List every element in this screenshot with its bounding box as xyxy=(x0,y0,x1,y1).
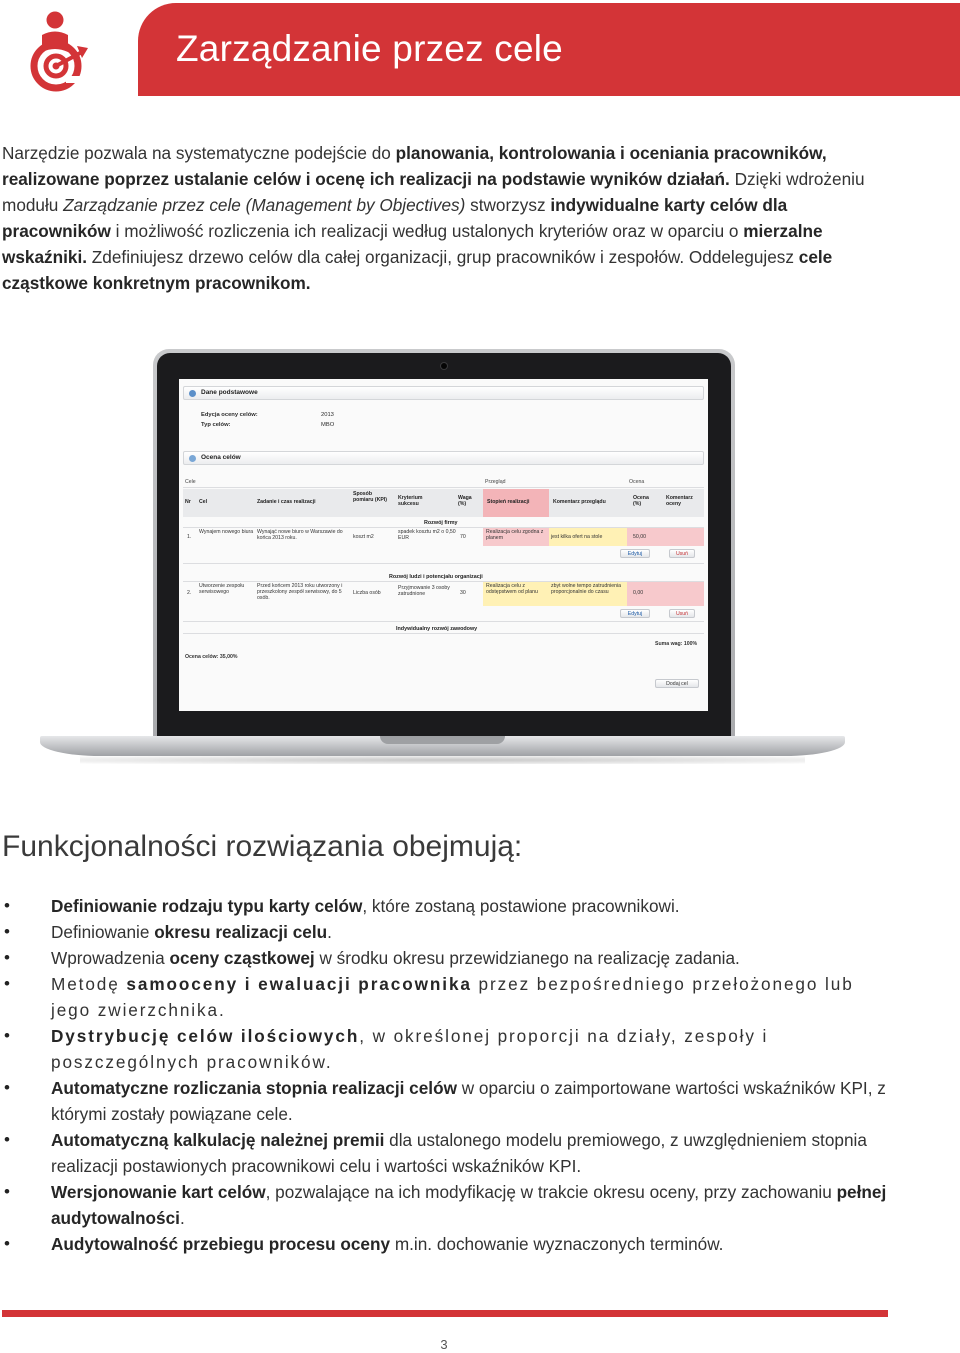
table-row-1-cel: Wynajem nowego biura xyxy=(199,529,254,535)
col-komentarz-oceny: Komentarz oceny xyxy=(666,495,693,507)
table-row-1-ocena: 50,00 xyxy=(633,534,646,540)
table-row-1-waga: 70 xyxy=(460,534,466,540)
table-row-1-kryterium: spadek kosztu m2 o 0,50 EUR xyxy=(398,529,456,541)
table-row-2-stopien: Realizacja celu z odstępstwem od planu xyxy=(486,583,538,595)
table-row-1-komentarz: jest kilka ofert na stole xyxy=(551,534,603,540)
laptop-bezel xyxy=(157,353,731,741)
table-row-2-kpi: Liczba osób xyxy=(353,590,381,596)
table-row-2-kryterium: Przyjmowanie 3 osoby zatrudnione xyxy=(398,585,450,597)
page-title: Zarządzanie przez cele xyxy=(176,28,563,69)
table-row-2-zadanie: Przed końcem 2013 roku utworzony i przeszkolony zespół serwisowy, do 5 osób. xyxy=(257,583,343,601)
sum-weights: Suma wag: 100% xyxy=(655,641,698,647)
list-item: • Definiowanie okresu realizacji celu. xyxy=(0,919,890,945)
list-item: • Audytowalność przebiegu procesu oceny m.in. dochowanie wyznaczonych terminów. xyxy=(0,1231,890,1257)
list-item: • Definiowanie rodzaju typu karty celów, które zostaną postawione pracownikowi. xyxy=(0,893,890,919)
intro-paragraph: Narzędzie pozwala na systematyczne podejście do planowania, kontrolowania i oceniania pracowników, realizowane poprzez ustalanie celów i ocenę ich realizacji na podstawie wyników działań. Dzięki wdrożeniu modułu Zarządzanie przez cele (Management by Objectives) stworzysz indywidualne karty celów dla pracowników i możliwość rozliczenia ich realizacji według ustalonych kryteriów oraz w oparciu o mierzalne wskaźniki. Zdefiniujesz drzewo celów dla całej organizacji, grup pracowników i zespołów. Oddelegujesz cele cząstkowe konkretnym pracownikom. xyxy=(2,143,865,293)
company-logo xyxy=(22,8,92,92)
section-label: Rozwój ludzi i potencjału organizacji xyxy=(389,574,483,580)
list-item: • Wprowadzenia oceny cząstkowej w środku okresu przewidzianego na realizację zadania. xyxy=(0,945,890,971)
table-row-2-komentarz: zbyt wolne tempo zatrudnienia proporcjonalnie do czasu xyxy=(551,583,622,595)
list-item: • Wersjonowanie kart celów, pozwalające na ich modyfikację w trakcie okresu oceny, przy zachowaniu pełnej audytowalności. xyxy=(0,1179,890,1231)
col-waga: Waga (%) xyxy=(458,495,472,507)
field-edition-label: Edycja oceny celów: xyxy=(201,412,258,418)
info-icon xyxy=(189,390,196,397)
table-row-1-kpi: koszt m2 xyxy=(353,534,374,540)
list-item: • Automatyczne rozliczania stopnia realizacji celów w oparciu o zaimportowane wartości wskaźników KPI, z którymi zostały powiązane cele. xyxy=(0,1075,890,1127)
goal-score: Ocena celów: 35,00% xyxy=(185,654,238,660)
list-item: • Metodę samooceny i ewaluacji pracownika przez bezpośredniego przełożonego lub jego zwierzchnika. xyxy=(0,971,890,1023)
field-edition-value: 2013 xyxy=(321,412,334,418)
features-list xyxy=(0,893,890,1257)
table-row-2-ocena: 0,00 xyxy=(633,590,644,596)
features-title: Funkcjonalności rozwiązania obejmują: xyxy=(2,830,523,863)
laptop-screen xyxy=(179,379,708,711)
panel-goals-header[interactable]: Ocena celów xyxy=(183,451,704,465)
section-label: Indywidualny rozwój zawodowy xyxy=(396,626,478,632)
list-item: • Dystrybucję celów ilościowych, w określonej proporcji na działy, zespoły i poszczególnych pracowników. xyxy=(0,1023,890,1075)
table-row-2-waga: 30 xyxy=(460,590,466,596)
laptop-notch xyxy=(380,736,505,744)
table-row-1-stopien: Realizacja celu zgodna z planem xyxy=(486,529,544,541)
field-type-value: MBO xyxy=(321,422,335,428)
table-row-1-zadanie: Wynająć nowe biuro w Warszawie do końca 2013 roku. xyxy=(257,529,343,541)
add-goal-button[interactable]: Dodaj cel xyxy=(655,679,699,688)
laptop-lid xyxy=(153,349,735,741)
col-cel: Cel xyxy=(199,499,208,505)
table-row-1-nr: 1. xyxy=(187,534,192,540)
col-kpi: Sposób pomiaru (KPI) xyxy=(353,491,388,503)
cloud-icon xyxy=(189,455,196,462)
group-przeglad: Przegląd xyxy=(485,479,506,485)
section-label: Rozwój firmy xyxy=(424,520,458,526)
col-zadanie: Zadanie i czas realizacji xyxy=(257,499,316,505)
table-row-2-nr: 2. xyxy=(187,590,192,596)
delete-button[interactable]: Usuń xyxy=(669,549,695,558)
laptop-mockup xyxy=(40,345,845,775)
col-ocena: Ocena (%) xyxy=(633,495,649,507)
group-cele: Cele xyxy=(185,479,196,485)
group-ocena: Ocena xyxy=(629,479,645,485)
col-komentarz: Komentarz przeglądu xyxy=(553,499,606,505)
page-number: 3 xyxy=(440,1337,448,1352)
panel-basic-data-header[interactable]: Dane podstawowe xyxy=(183,386,704,400)
table-row-2-cel: Utworzenie zespołu serwisowego xyxy=(199,583,245,595)
camera-icon xyxy=(441,363,447,369)
list-item: • Automatyczną kalkulację należnej premii dla ustalonego modelu premiowego, z uwzględnieniem stopnia realizacji postawionych pracownikowi celu i wartości wskaźników KPI. xyxy=(0,1127,890,1179)
edit-button[interactable]: Edytuj xyxy=(620,609,650,618)
footer-rule xyxy=(2,1310,888,1317)
delete-button[interactable]: Usuń xyxy=(669,609,695,618)
field-type-label: Typ celów: xyxy=(201,422,231,428)
col-nr: Nr xyxy=(185,499,191,505)
edit-button[interactable]: Edytuj xyxy=(620,549,650,558)
col-kryterium: Kryterium sukcesu xyxy=(398,495,423,507)
laptop-shadow xyxy=(80,756,805,764)
col-stopien: Stopień realizacji xyxy=(487,499,530,505)
